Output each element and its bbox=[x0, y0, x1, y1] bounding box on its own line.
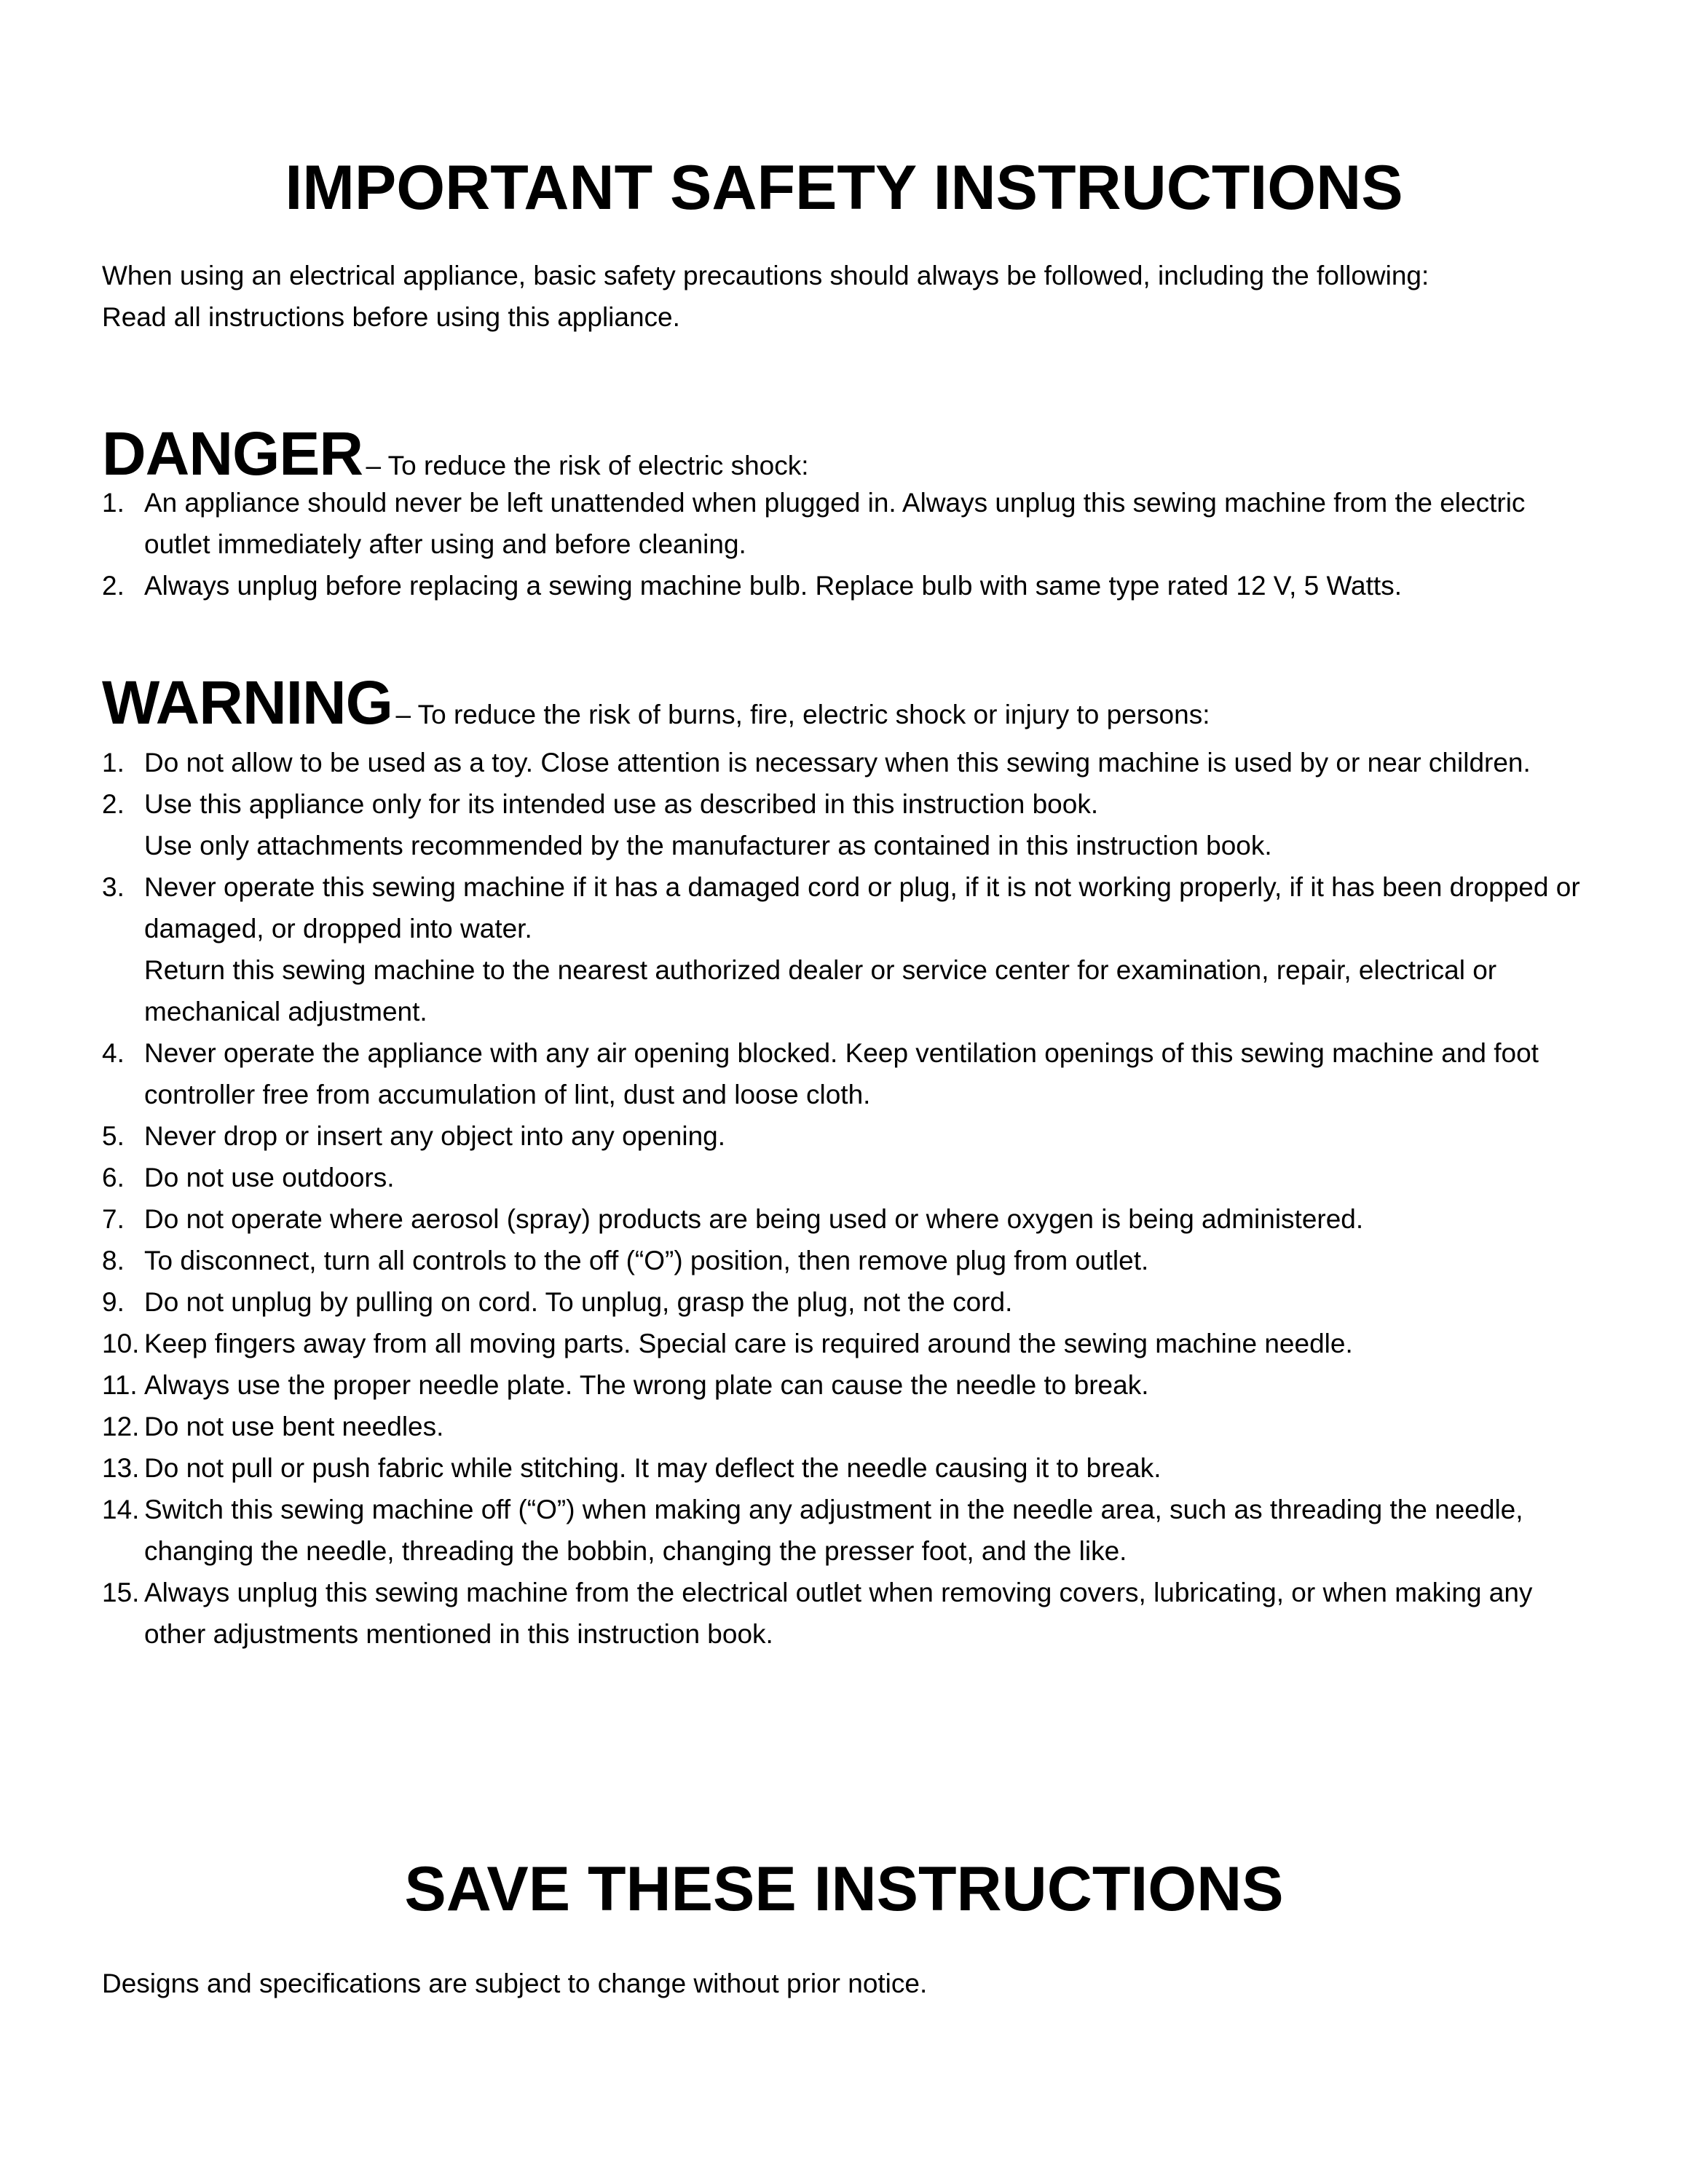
warning-list-item bbox=[102, 866, 1602, 1032]
item-text-line: Use this appliance only for its intended use as described in this instruction book. bbox=[144, 789, 1099, 819]
item-number: 5. bbox=[102, 1121, 125, 1151]
danger-list bbox=[102, 482, 1602, 606]
item-text-line: Keep fingers away from all moving parts. Special care is required around the sewing machine needle. bbox=[144, 1329, 1353, 1358]
item-text-line: Switch this sewing machine off (“O”) when making any adjustment in the needle area, such as threading the needle, bbox=[144, 1495, 1523, 1524]
item-number: 4. bbox=[102, 1038, 125, 1068]
page-title: IMPORTANT SAFETY INSTRUCTIONS bbox=[285, 153, 1403, 223]
item-text-line: other adjustments mentioned in this instruction book. bbox=[144, 1619, 773, 1649]
warning-list-item bbox=[102, 1364, 1602, 1406]
danger-heading-row bbox=[102, 421, 1631, 486]
item-number: 1. bbox=[102, 748, 125, 778]
save-instructions-title: SAVE THESE INSTRUCTIONS bbox=[404, 1854, 1284, 1924]
item-number: 10. bbox=[102, 1329, 140, 1358]
warning-list-item bbox=[102, 1115, 1602, 1157]
item-number: 7. bbox=[102, 1204, 125, 1234]
item-number: 2. bbox=[102, 789, 125, 819]
item-number: 13. bbox=[102, 1453, 140, 1483]
warning-list-item bbox=[102, 783, 1602, 866]
warning-list-item bbox=[102, 1406, 1602, 1447]
item-text-line: Never operate the appliance with any air opening blocked. Keep ventilation openings of this sewing machine and foot bbox=[144, 1038, 1539, 1068]
item-text-line: To disconnect, turn all controls to the off (“O”) position, then remove plug from outlet. bbox=[144, 1246, 1149, 1275]
item-text-line: Never operate this sewing machine if it has a damaged cord or plug, if it is not working properly, if it has been dropped or bbox=[144, 872, 1580, 902]
item-number: 8. bbox=[102, 1246, 125, 1275]
item-text-line: Do not use outdoors. bbox=[144, 1163, 395, 1192]
item-text-line: Do not pull or push fabric while stitching. It may deflect the needle causing it to break. bbox=[144, 1453, 1162, 1483]
item-text-line: Do not use bent needles. bbox=[144, 1412, 444, 1441]
danger-list-item bbox=[102, 482, 1602, 565]
item-text-line: An appliance should never be left unattended when plugged in. Always unplug this sewing machine from the electric bbox=[144, 488, 1526, 518]
warning-list-item bbox=[102, 1032, 1602, 1115]
warning-list-item bbox=[102, 1198, 1602, 1240]
item-text-line: damaged, or dropped into water. bbox=[144, 914, 532, 943]
warning-list-item bbox=[102, 1240, 1602, 1281]
intro-text bbox=[102, 255, 1631, 338]
item-number: 3. bbox=[102, 872, 125, 902]
item-text-line: Do not allow to be used as a toy. Close attention is necessary when this sewing machine is used by or near children. bbox=[144, 748, 1531, 778]
item-number: 2. bbox=[102, 571, 125, 601]
item-number: 12. bbox=[102, 1412, 140, 1441]
item-number: 6. bbox=[102, 1163, 125, 1192]
warning-list-item bbox=[102, 1572, 1602, 1655]
footer-notice: Designs and specifications are subject to change without prior notice. bbox=[102, 1969, 928, 1998]
warning-heading: WARNING bbox=[102, 668, 393, 737]
item-text-line: Return this sewing machine to the nearest authorized dealer or service center for examination, repair, electrical or bbox=[144, 955, 1497, 985]
danger-heading: DANGER bbox=[102, 419, 363, 488]
warning-list-item bbox=[102, 1489, 1602, 1572]
item-text-line: Always unplug before replacing a sewing machine bulb. Replace bulb with same type rated 12 V, 5 Watts. bbox=[144, 571, 1402, 601]
item-number: 9. bbox=[102, 1287, 125, 1317]
warning-subheading: – To reduce the risk of burns, fire, electric shock or injury to persons: bbox=[395, 700, 1210, 729]
item-text-line: changing the needle, threading the bobbin, changing the presser foot, and the like. bbox=[144, 1536, 1127, 1566]
warning-list-item bbox=[102, 1281, 1602, 1323]
item-text-line: Always unplug this sewing machine from the electrical outlet when removing covers, lubricating, or when making any bbox=[144, 1578, 1533, 1607]
item-text-line: Never drop or insert any object into any opening. bbox=[144, 1121, 726, 1151]
item-text-line: Do not unplug by pulling on cord. To unplug, grasp the plug, not the cord. bbox=[144, 1287, 1013, 1317]
item-number: 1. bbox=[102, 488, 125, 518]
danger-subheading: – To reduce the risk of electric shock: bbox=[366, 451, 809, 480]
warning-list-item bbox=[102, 1157, 1602, 1198]
danger-list-item bbox=[102, 565, 1602, 606]
item-text-line: Do not operate where aerosol (spray) products are being used or where oxygen is being administered. bbox=[144, 1204, 1364, 1234]
warning-heading-row bbox=[102, 670, 1631, 735]
intro-line: Read all instructions before using this appliance. bbox=[102, 302, 680, 332]
item-number: 15. bbox=[102, 1578, 140, 1607]
item-text-line: Use only attachments recommended by the manufacturer as contained in this instruction book. bbox=[144, 831, 1272, 860]
intro-line: When using an electrical appliance, basic safety precautions should always be followed, including the following: bbox=[102, 261, 1429, 290]
warning-list-item bbox=[102, 1447, 1602, 1489]
item-text-line: controller free from accumulation of lint, dust and loose cloth. bbox=[144, 1080, 871, 1109]
warning-list-item bbox=[102, 1323, 1602, 1364]
item-text-line: outlet immediately after using and before cleaning. bbox=[144, 529, 746, 559]
warning-list bbox=[102, 742, 1602, 1655]
warning-list-item bbox=[102, 742, 1602, 783]
item-text-line: Always use the proper needle plate. The wrong plate can cause the needle to break. bbox=[144, 1370, 1149, 1400]
item-text-line: mechanical adjustment. bbox=[144, 997, 427, 1026]
item-number: 14. bbox=[102, 1495, 140, 1524]
item-number: 11. bbox=[102, 1370, 138, 1400]
